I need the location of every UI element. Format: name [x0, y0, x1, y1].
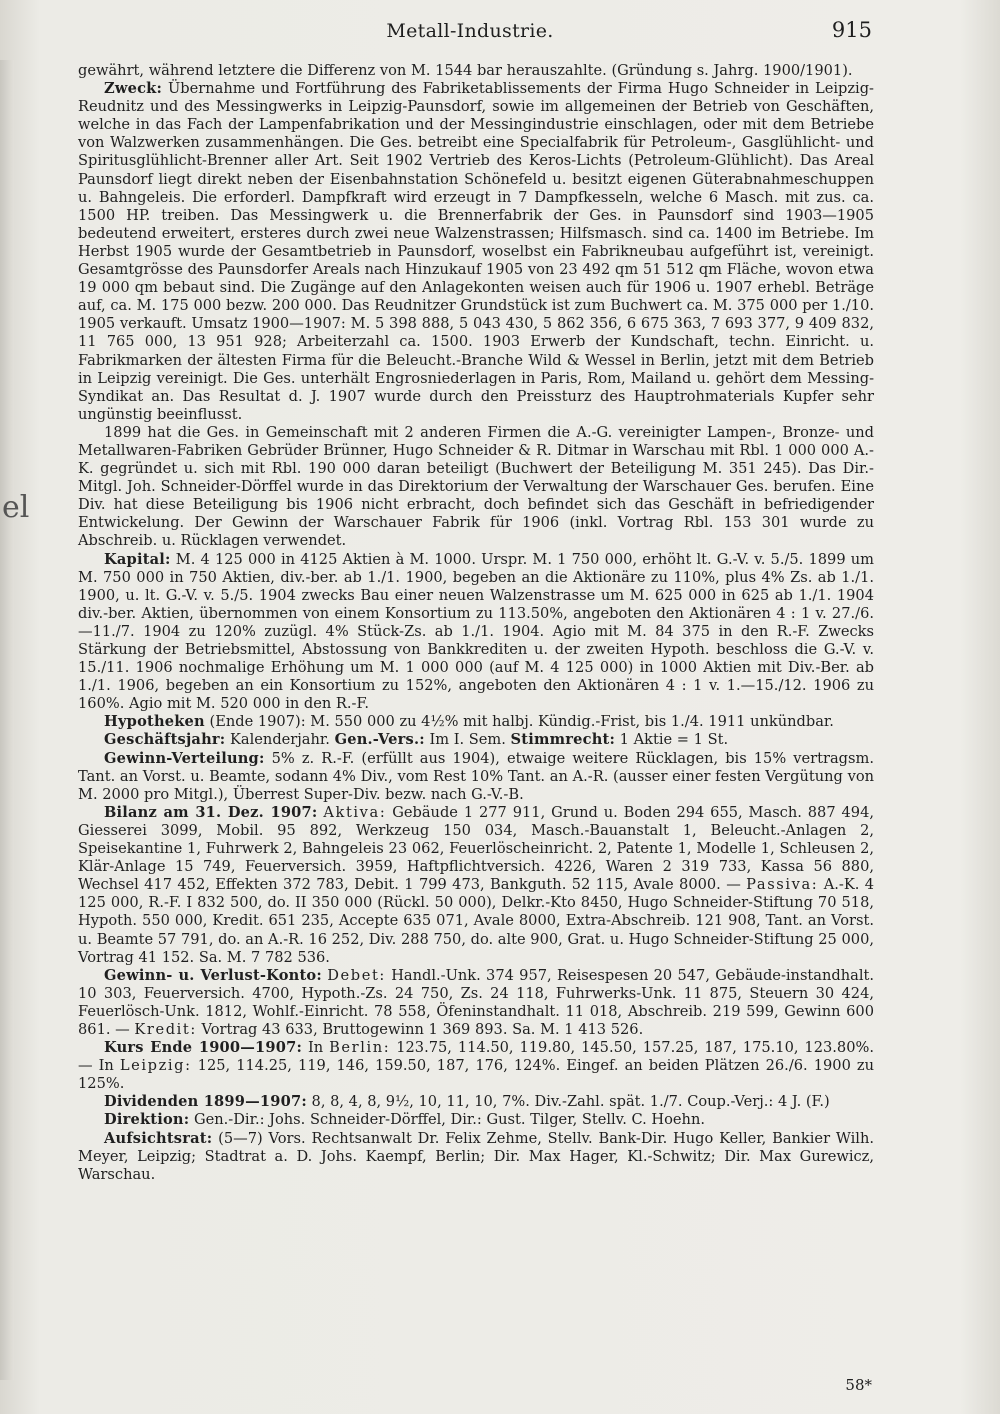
paragraph-text: Im I. Sem. — [424, 731, 511, 749]
paragraph-text: M. 4 125 000 in 4125 Aktien à M. 1000. Urspr. M. 1 750 000, erhöht lt. G.-V. v. 5./5. 1899 um M. 750 000 in 750 Aktien, div.-ber. ab 1./1. 1900, begeben an die Aktionäre zu 110%, plus 4% Zs. ab 1./1. 1900, u. lt. G.-V. v. 5./5. 1904 zwecks Bau einer neuen Walzenstrasse um M. 625 000 in 625 ab 1./1. 1904 div.-ber. Aktien, übernommen von einem Konsortium zu 113.50%, angeboten den Aktionären 4 : 1 v. 27./6.—11./7. 1904 zu 120% zuzügl. 4% Stück-Zs. ab 1./1. 1904. Agio mit M. 84 375 in den R.-F. Zwecks Stärkung der Betriebsmittel, Abstossung von Bankkrediten u. der zweiten Hypoth. beschloss die G.-V. v. 15./11. 1906 nochmalige Erhöhung um M. 1 000 000 (auf M. 4 125 000) in 1000 Aktien mit Div.-Ber. ab 1./1. 1906, begeben an ein Konsortium zu 152%, angeboten den Aktionären 4 : 1 v. 1.—15./12. 1906 zu 160%. Agio mit M. 520 000 in den R.-F. — [78, 550, 874, 713]
article-body — [78, 62, 874, 1184]
paragraph-text: (Ende 1907): M. 550 000 zu 4½% mit halbj. Kündig.-Frist, bis 1./4. 1911 unkündbar. — [204, 713, 834, 731]
section-label: Gen.-Vers.: — [334, 731, 425, 749]
paragraph-text: Kalenderjahr. — [225, 731, 335, 749]
section-label: Kapital: — [104, 550, 171, 568]
margin-glyph: el — [2, 490, 30, 525]
section-label: Aufsichtsrat: — [104, 1129, 213, 1147]
spaced-label: Leipzig: — [119, 1057, 192, 1075]
paragraph-intro — [78, 62, 874, 80]
paragraph-dividenden — [78, 1093, 874, 1111]
paragraph-text: (5—7) Vors. Rechtsanwalt Dr. Felix Zehme, Stellv. Bank-Dir. Hugo Keller, Bankier Wilh. Meyer, Leipzig; Stadtrat a. D. Johs. Kaempf, Berlin; Dir. Max Hager, Kl.-Schwitz; Dir. Max Gurewicz, Warschau. — [78, 1129, 874, 1183]
paragraph-text: gewährt, während letztere die Differenz von M. 1544 bar herauszahlte. (Gründung s. Jahrg. 1900/1901). — [78, 62, 853, 79]
section-label: Dividenden 1899—1907: — [104, 1093, 307, 1111]
paragraph-kurs — [78, 1039, 874, 1093]
section-label: Stimmrecht: — [510, 731, 616, 749]
paragraph-text: A.-K. 4 125 000, R.-F. I 832 500, do. II 350 000 (Rückl. 50 000), Delkr.-Kto 8450, Hugo Schneider-Stiftung 70 518, Hypoth. 550 000, Kredit. 651 235, Accepte 635 071, Avale 8000, Extra-Abschreib. 121 908, Tant. an Vorst. u. Beamte 57 791, do. an A.-R. 16 252, Div. 288 750, do. alte 900, Grat. u. Hugo Schneider-Stiftung 25 000, Vortrag 41 152. Sa. M. 7 782 536. — [78, 876, 875, 966]
paragraph-direktion — [78, 1111, 874, 1129]
paragraph-gewinnkonto — [78, 967, 874, 1039]
paragraph-zweck — [78, 80, 874, 424]
paragraph-gewinnverteilung — [78, 750, 874, 804]
paragraph-text: Handl.-Unk. 374 957, Reisespesen 20 547, Gebäude-instandhalt. 10 303, Feuerversich. 4700, Hypoth.-Zs. 24 750, Zs. 24 118, Fuhrwerks-Unk. 11 875, Steuern 30 424, Feuerlösch-Unk. 1812, Wohlf.-Einricht. 78 558, Öfeninstandhalt. 11 018, Abschreib. 219 599, Gewinn 600 861. — — [78, 966, 875, 1038]
paragraph-text: Vortrag 43 633, Bruttogewinn 1 369 893. Sa. M. 1 413 526. — [196, 1020, 644, 1038]
paragraph-beteiligung — [78, 424, 874, 551]
section-label: Hypotheken — [104, 713, 205, 731]
section-label: Kurs Ende 1900—1907: — [104, 1039, 303, 1057]
signature-mark: 58* — [845, 1376, 872, 1394]
paragraph-text: In — [302, 1039, 330, 1057]
section-label: Zweck: — [104, 80, 163, 98]
paragraph-text: Gen.-Dir.: Johs. Schneider-Dörffel, Dir.: Gust. Tilger, Stellv. C. Hoehn. — [189, 1111, 705, 1129]
spaced-label: Kredit: — [134, 1020, 197, 1038]
spaced-label: Berlin: — [329, 1039, 391, 1057]
section-label: Bilanz am 31. Dez. 1907: — [104, 803, 318, 821]
section-label: Direktion: — [104, 1111, 190, 1129]
spaced-label: Debet: — [327, 966, 386, 984]
spaced-label: Passiva: — [746, 876, 819, 894]
running-title: Metall-Industrie. — [386, 20, 554, 42]
left-binding-margin — [0, 60, 30, 1380]
paragraph-text: 1 Aktie = 1 St. — [615, 731, 729, 749]
paragraph-text: 5% z. R.-F. (erfüllt aus 1904), etwaige weitere Rücklagen, bis 15% vertragsm. Tant. an Vorst. u. Beamte, sodann 4% Div., vom Rest 10% Tant. an A.-R. (ausser einer festen Vergütung von M. 2000 pro Mitgl.), Überrest Super-Div. bezw. nach G.-V.-B. — [78, 749, 874, 803]
section-label: Gewinn- u. Verlust-Konto: — [104, 966, 322, 984]
section-label: Geschäftsjahr: — [104, 731, 226, 749]
paragraph-text: 123.75, 114.50, 119.80, 145.50, 157.25, 187, 175.10, 123.80%. — In — [78, 1039, 874, 1075]
paragraph-kapital — [78, 551, 874, 714]
paragraph-text: 1899 hat die Ges. in Gemeinschaft mit 2 anderen Firmen die A.-G. vereinigter Lampen-, Bronze- und Metallwaren-Fabriken Gebrüder Brünner, Hugo Schneider & R. Ditmar in Warschau mit Rbl. 1 000 000 A.-K. gegründet u. sich mit Rbl. 190 000 daran beteiligt (Buchwert der Beteiligung M. 351 245). Das Dir.-Mitgl. Joh. Schneider-Dörffel wurde in das Direktorium der Verwaltung der Warschauer Ges. berufen. Eine Div. hat diese Beteiligung bis 1906 nicht erbracht, doch befindet sich das Geschäft in befriedigender Entwickelung. Der Gewinn der Warschauer Fabrik für 1906 (inkl. Vortrag Rbl. 153 301 wurde zu Abschreib. u. Rücklagen verwendet. — [78, 423, 874, 550]
paragraph-geschaeftsjahr — [78, 731, 874, 749]
page-header — [60, 18, 880, 48]
paragraph-aufsichtsrat — [78, 1130, 874, 1184]
paragraph-text: Übernahme und Fortführung des Fabriketablissements der Firma Hugo Schneider in Leipzig-Reudnitz und des Messingwerks in Leipzig-Paunsdorf, sowie im allgemeinen der Betrieb von Geschäften, welche in das Fach der Lampenfabrikation und der Messingindustrie einschlagen, oder mit dem Betriebe von Walzwerken zusammenhängen. Die Ges. betreibt eine Specialfabrik für Petroleum-, Gasglühlicht- und Spiritusglühlicht-Brenner aller Art. Seit 1902 Vertrieb des Keros-Lichts (Petroleum-Glühlicht). Das Areal Paunsdorf liegt direkt neben der Eisenbahnstation Schönefeld u. besitzt eigenen Güterabnahmeschuppen u. Bahngeleis. Die erforderl. Dampfkraft wird erzeugt in 7 Dampfkesseln, welche 6 Masch. mit zus. ca. 1500 HP. treiben. Das Messingwerk u. die Brennerfabrik der Ges. in Paunsdorf sind 1903—1905 bedeutend erweitert, ersteres durch zwei neue Walzenstrassen; Hilfsmasch. sind ca. 1400 im Betriebe. Im Herbst 1905 wurde der Gesamtbetrieb in Paunsdorf, woselbst ein Fabrikneubau aufgeführt ist, vereinigt. Gesamtgrösse des Paunsdorfer Areals nach Hinzukauf 1905 von 23 492 qm 51 512 qm Fläche, wovon etwa 19 000 qm bebaut sind. Die Zugänge auf den Anlagekonten weisen auch für 1906 u. 1907 erhebl. Beträge auf, ca. M. 175 000 bezw. 200 000. Das Reudnitzer Grundstück ist zum Buchwert ca. M. 375 000 per 1./10. 1905 verkauft. Umsatz 1900—1907: M. 5 398 888, 5 043 430, 5 862 356, 6 675 363, 7 693 377, 9 409 832, 11 765 000, 13 951 928; Arbeiterzahl ca. 1500. 1903 Erwerb der Kundschaft, techn. Einricht. u. Fabrikmarken der ältesten Firma für die Beleucht.-Branche Wild & Wessel in Berlin, jetzt mit dem Betrieb in Leipzig vereinigt. Die Ges. unterhält Engrosniederlagen in Paris, Rom, Mailand u. gehört dem Messing-Syndikat an. Das Resultat d. J. 1907 wurde durch den Preissturz des Hauptrohmaterials Kupfer sehr ungünstig beeinflusst. — [78, 80, 874, 423]
section-label: Gewinn-Verteilung: — [104, 749, 265, 767]
paragraph-hypotheken — [78, 713, 874, 731]
paragraph-text: 8, 8, 4, 8, 9½, 10, 11, 10, 7%. Div.-Zahl. spät. 1./7. Coup.-Verj.: 4 J. (F.) — [306, 1093, 830, 1111]
spaced-label: Aktiva: — [323, 803, 387, 821]
page-number: 915 — [831, 18, 872, 42]
paragraph-text: Gebäude 1 277 911, Grund u. Boden 294 655, Masch. 887 494, Giesserei 3099, Mobil. 95 892, Werkzeug 150 034, Masch.-Bauanstalt 1, Beleucht.-Anlagen 2, Speisekantine 1, Fuhrwerk 2, Bahngeleis 23 062, Feuerlöscheinricht. 2, Patente 1, Modelle 1, Schleusen 2, Klär-Anlage 15 749, Feuerversich. 3959, Haftpflichtversich. 4226, Waren 2 319 733, Kassa 56 880, Wechsel 417 452, Effekten 372 783, Debit. 1 799 473, Bankguth. 52 115, Avale 8000. — — [78, 803, 875, 894]
paragraph-text: 125, 114.25, 119, 146, 159.50, 187, 176, 124%. Eingef. an beiden Plätzen 26./6. 1900 zu 125%. — [78, 1057, 874, 1093]
paragraph-bilanz — [78, 804, 874, 967]
